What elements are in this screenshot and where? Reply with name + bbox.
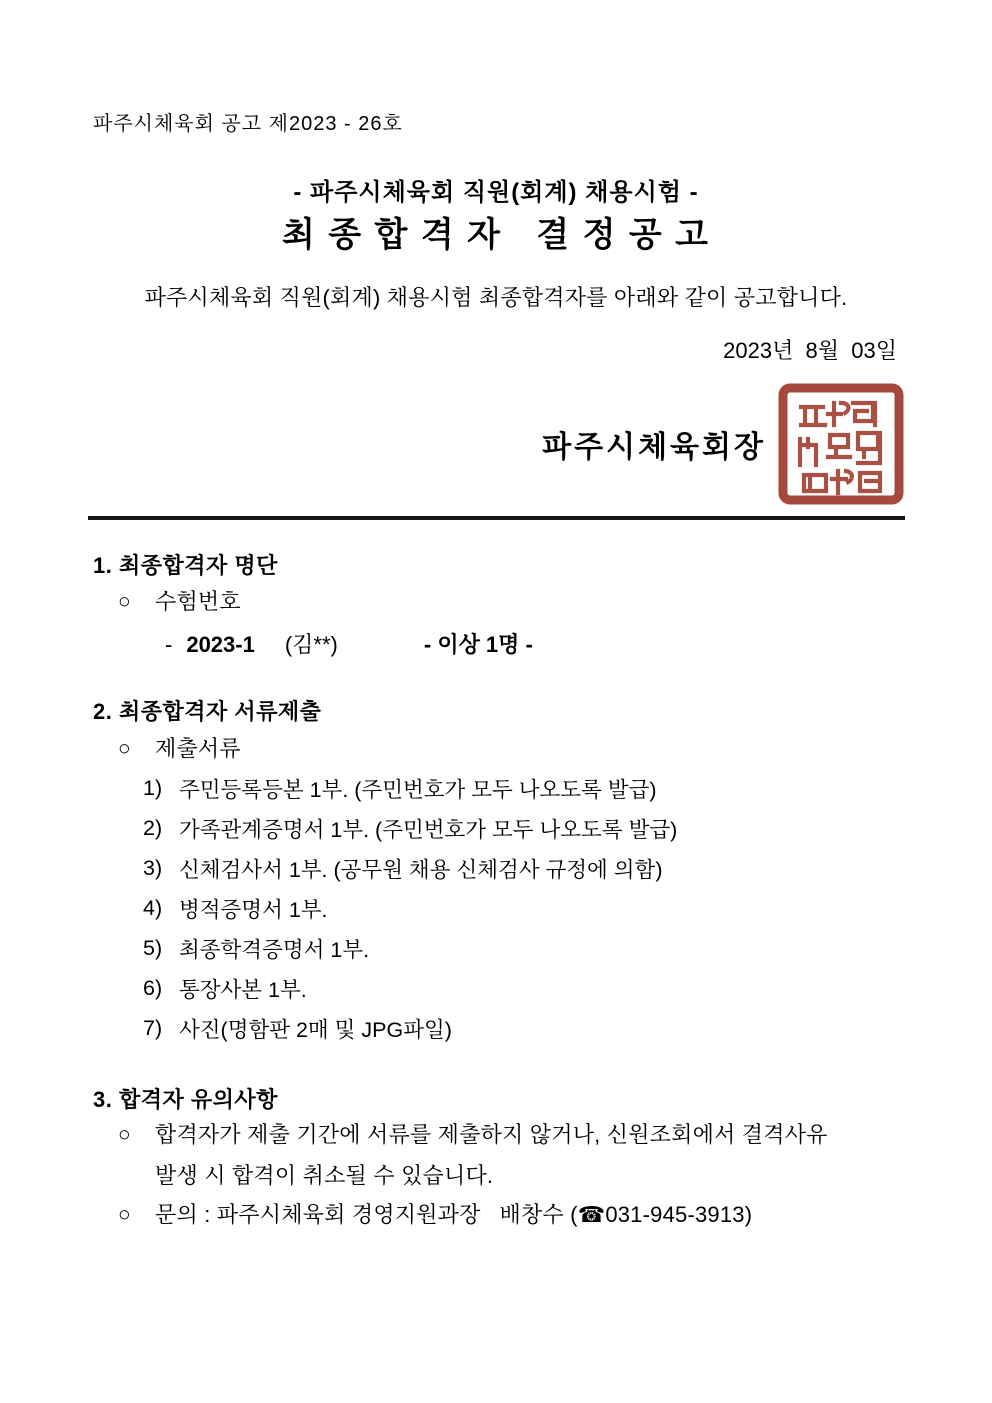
list-item [143, 848, 677, 888]
required-documents-list [143, 768, 677, 1048]
roster-dash: - [165, 632, 173, 657]
roster-count: - 이상 1명 - [423, 632, 533, 657]
list-item [143, 928, 677, 968]
item-text: 최종학격증명서 1부. [179, 937, 370, 962]
list-item [143, 808, 677, 848]
intro-text: 파주시체육회 직원(회계) 채용시험 최종합격자를 아래와 같이 공고합니다. [144, 285, 848, 310]
announcement-title: 최 종 합 격 자 결 정 공 고 [281, 216, 711, 254]
item-number: 4) [143, 895, 163, 920]
roster-masked-name: (김**) [284, 632, 338, 657]
item-number: 2) [143, 815, 163, 840]
item-text: 통장사본 1부. [179, 977, 307, 1002]
section-1-heading: 1. 최종합격자 명단 [93, 553, 278, 578]
circle-bullet-icon: ○ [118, 737, 131, 760]
item-number: 7) [143, 1015, 163, 1040]
submit-docs-label: 제출서류 [155, 736, 241, 761]
section-2-heading: 2. 최종합격자 서류제출 [93, 699, 322, 724]
item-number: 6) [143, 975, 163, 1000]
doc-number: 파주시체육회 공고 제2023 - 26호 [93, 113, 403, 135]
roster-line [165, 628, 533, 659]
exam-number-label: 수험번호 [155, 589, 241, 614]
list-item [143, 888, 677, 928]
list-item [143, 1008, 677, 1048]
submit-docs-bullet [118, 735, 241, 763]
notice-line-2: 발생 시 합격이 취소될 수 있습니다. [155, 1163, 494, 1188]
section-3-heading: 3. 합격자 유의사항 [93, 1087, 278, 1112]
item-number: 1) [143, 775, 163, 800]
item-text: 병적증명서 1부. [179, 897, 328, 922]
divider-double-rule [88, 516, 905, 520]
notice-text [155, 1121, 828, 1196]
circle-bullet-icon: ○ [118, 590, 131, 613]
item-text: 신체검사서 1부. (공무원 채용 신체검사 규정에 의함) [179, 857, 663, 882]
item-number: 3) [143, 855, 163, 880]
announcement-subtitle: - 파주시체육회 직원(회계) 채용시험 - [293, 179, 699, 206]
signer-name: 파주시체육회장 [542, 431, 766, 464]
official-seal-stamp-icon [778, 383, 904, 505]
notice-bullet [118, 1121, 912, 1196]
item-text: 가족관계증명서 1부. (주민번호가 모두 나오도록 발급) [179, 817, 678, 842]
contact-bullet [118, 1201, 752, 1229]
signature-block [542, 383, 904, 505]
roster-exam-number: 2023-1 [186, 632, 255, 657]
item-number: 5) [143, 935, 163, 960]
announcement-date: 2023년 8월 03일 [723, 338, 897, 363]
list-item [143, 968, 677, 1008]
contact-text: 문의 : 파주시체육회 경영지원과장 배창수 (☎031-945-3913) [155, 1202, 753, 1227]
item-text: 사진(명함판 2매 및 JPG파일) [179, 1017, 452, 1042]
list-item [143, 768, 677, 808]
circle-bullet-icon: ○ [118, 1203, 131, 1226]
exam-number-bullet [118, 588, 241, 616]
notice-line-1: 합격자가 제출 기간에 서류를 제출하지 않거나, 신원조회에서 결격사유 [155, 1122, 828, 1147]
circle-bullet-icon: ○ [118, 1123, 131, 1146]
item-text: 주민등록등본 1부. (주민번호가 모두 나오도록 발급) [179, 777, 657, 802]
